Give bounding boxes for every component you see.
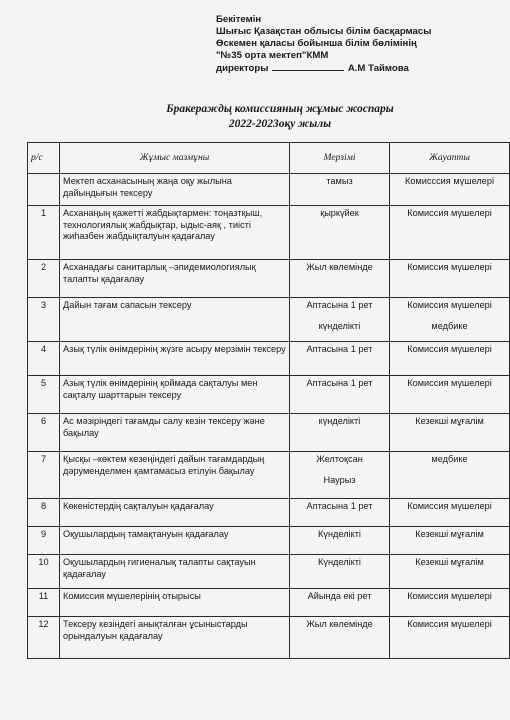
row-number: 2 (28, 260, 60, 298)
row-number: 5 (28, 376, 60, 414)
row-term (290, 260, 390, 298)
header-responsible: Жауапты (390, 143, 510, 174)
header-content: Жұмыс мазмұны (60, 143, 290, 174)
row-work-content: Мектеп асханасының жаңа оқу жылына дайындығын тексеру (60, 174, 290, 206)
table-row (28, 376, 510, 414)
row-work-content: Көкеністердің сақталуын қадағалау (60, 499, 290, 527)
title-line-2: 2022-2023оқу жылы (228, 118, 332, 130)
row-responsible (390, 174, 510, 206)
row-work-content: Азық түлік өнімдерінің қоймада сақталуы мен сақталу шарттарын тексеру (60, 376, 290, 414)
term-line: Күнделікті (318, 529, 361, 539)
term-line: күнделікті (318, 416, 361, 426)
row-number: 7 (28, 452, 60, 499)
row-responsible (390, 206, 510, 260)
row-work-content: Ас мәзіріндегі тағамды салу кезін тексеру және бақылау (60, 414, 290, 452)
row-responsible (390, 260, 510, 298)
responsible-line: медбике (431, 320, 468, 331)
row-term (290, 589, 390, 617)
row-number (28, 174, 60, 206)
responsible-line: Комиссия мүшелері (407, 591, 492, 601)
responsible-line: Кезекші мұғалім (415, 529, 484, 539)
term-line: Күнделікті (318, 557, 361, 567)
director-name: А.М Таймова (347, 63, 409, 74)
row-responsible (390, 414, 510, 452)
responsible-line: Комиссия мүшелері (407, 262, 492, 272)
row-number: 1 (28, 206, 60, 260)
row-term (290, 342, 390, 376)
row-responsible (390, 376, 510, 414)
row-term (290, 452, 390, 499)
row-work-content: Оқушылардың тамақтануын қадағалау (60, 527, 290, 555)
row-term (290, 527, 390, 555)
term-line: Аптасына 1 рет (306, 378, 373, 388)
row-work-content: Асханаңың қажетті жабдықтармен: тоңазтқыш, технологиялық жабдықтар, ыдыс-аяқ , тиісті жиһазбен жабдықталуын қадағалау (60, 206, 290, 260)
row-term (290, 376, 390, 414)
row-work-content: Азық түлік өнімдерінің жүзге асыру мерзімін тексеру (60, 342, 290, 376)
row-responsible (390, 527, 510, 555)
row-responsible (390, 617, 510, 659)
header-number: р/с (28, 143, 60, 174)
row-number: 10 (28, 555, 60, 589)
approval-heading: Бекітемін (216, 14, 262, 25)
term-line: күнделікті (318, 320, 361, 331)
row-work-content: Дайын тағам сапасын тексеру (60, 298, 290, 342)
approval-block (216, 14, 506, 75)
responsible-line: Комиссия мүшелері (407, 208, 492, 218)
row-responsible (390, 298, 510, 342)
term-line: тамыз (326, 176, 353, 186)
title-line-1: Бракеражды̧ комиссияның жұмыс жоспары (166, 103, 394, 115)
approval-school-line: "№35 орта мектеп"КММ (216, 50, 329, 61)
table-row (28, 174, 510, 206)
row-term (290, 206, 390, 260)
table-header-row (28, 143, 510, 174)
row-responsible (390, 499, 510, 527)
row-number: 12 (28, 617, 60, 659)
row-term (290, 499, 390, 527)
table-row (28, 617, 510, 659)
row-number: 3 (28, 298, 60, 342)
row-number: 9 (28, 527, 60, 555)
row-responsible (390, 342, 510, 376)
signature-line (272, 62, 344, 71)
row-number: 6 (28, 414, 60, 452)
responsible-line: медбике (431, 454, 468, 464)
row-work-content: Комиссия мүшелерінің отырысы (60, 589, 290, 617)
director-label: директоры (216, 63, 269, 74)
row-responsible (390, 589, 510, 617)
row-term (290, 414, 390, 452)
table-row (28, 555, 510, 589)
responsible-line: Комиссия мүшелері (407, 378, 492, 388)
row-number: 8 (28, 499, 60, 527)
table-row (28, 298, 510, 342)
term-line: Жыл көлемінде (306, 262, 373, 272)
responsible-line: Кезекші мұғалім (415, 557, 484, 567)
row-term (290, 298, 390, 342)
row-term (290, 617, 390, 659)
row-term (290, 174, 390, 206)
row-responsible (390, 555, 510, 589)
table-row (28, 452, 510, 499)
term-line: қыркүйек (320, 208, 359, 218)
responsible-line: Комиссия мүшелері (407, 300, 492, 310)
term-line: Наурыз (323, 474, 356, 485)
table-row (28, 342, 510, 376)
responsible-line: Комисссия мүшелері (404, 176, 495, 186)
approval-director-line (216, 62, 506, 75)
table-row (28, 414, 510, 452)
term-line: Аптасына 1 рет (306, 344, 373, 354)
approval-organization-line: Шығыс Қазақстан облысы білім басқармасы (216, 26, 432, 37)
responsible-line: Комиссия мүшелері (407, 619, 492, 629)
row-work-content: Оқушылардың гигиеналық талапты сақтауын қадағалау (60, 555, 290, 589)
table-row (28, 499, 510, 527)
term-line: Желтоқсан (316, 454, 363, 464)
table-row (28, 527, 510, 555)
row-term (290, 555, 390, 589)
responsible-line: Комиссия мүшелері (407, 344, 492, 354)
table-row (28, 206, 510, 260)
table-body (28, 174, 510, 659)
table-row (28, 589, 510, 617)
row-work-content: Тексеру кезіндегі анықталған ұсыныстарды орындалуын қадағалау (60, 617, 290, 659)
row-number: 4 (28, 342, 60, 376)
document-title (120, 102, 440, 132)
term-line: Аптасына 1 рет (306, 300, 373, 310)
term-line: Айында екі рет (307, 591, 372, 601)
row-work-content: Қысқы –көктем кезеңіндегі дайын тағамдардың дәруменделмен қамтамасыз етілуін бақылау (60, 452, 290, 499)
header-term: Мерзімі (290, 143, 390, 174)
responsible-line: Кезекші мұғалім (415, 416, 484, 426)
work-plan-table (27, 142, 510, 659)
row-responsible (390, 452, 510, 499)
row-number: 11 (28, 589, 60, 617)
term-line: Жыл көлемінде (306, 619, 373, 629)
term-line: Аптасына 1 рет (306, 501, 373, 511)
responsible-line: Комиссия мүшелері (407, 501, 492, 511)
row-work-content: Асханадағы санитарлық –эпидемиологиялық талапты қадағалау (60, 260, 290, 298)
approval-department-line: Өскемен қаласы бойынша білім бөлімінің (216, 38, 417, 49)
table-row (28, 260, 510, 298)
